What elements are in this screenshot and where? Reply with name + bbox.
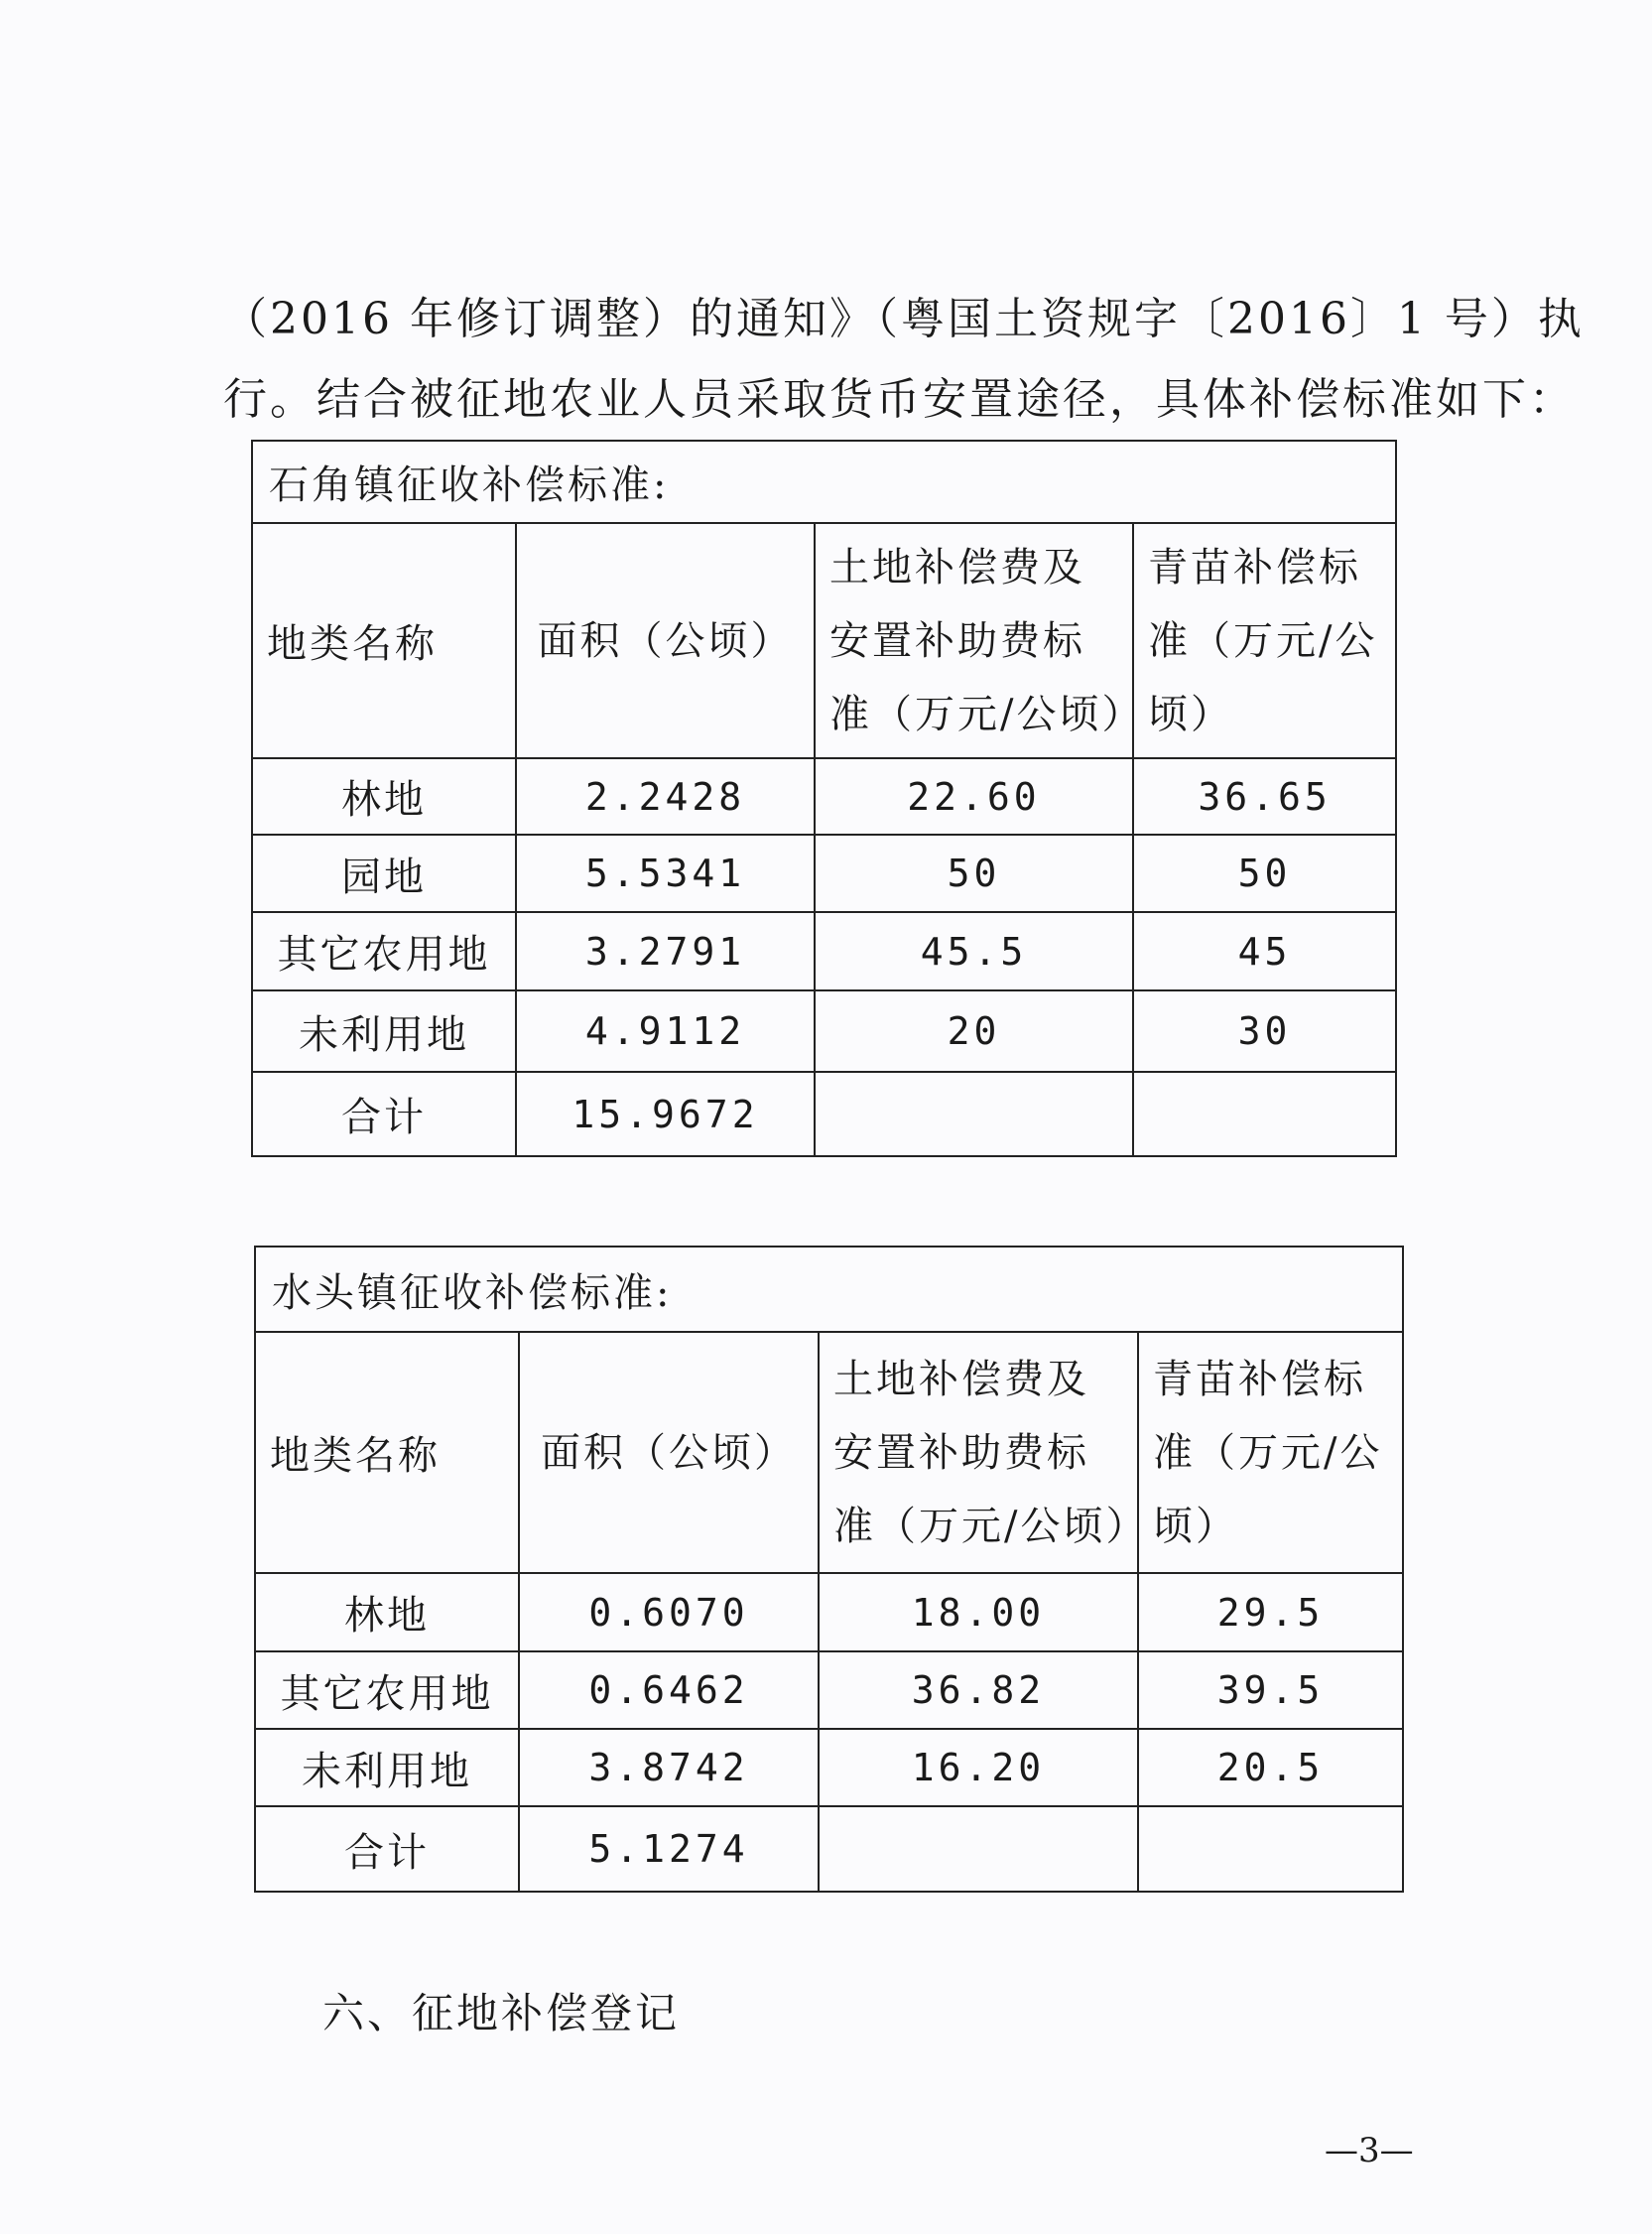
cell-land-type: 其它农用地	[255, 1651, 519, 1729]
paragraph-line-2: 行。结合被征地农业人员采取货币安置途径，具体补偿标准如下：	[223, 374, 1576, 425]
header-crop-fee: 青苗补偿标准（万元/公顷）	[1133, 523, 1396, 758]
cell-land-fee: 18.00	[819, 1573, 1138, 1651]
header-crop-fee: 青苗补偿标准（万元/公顷）	[1138, 1332, 1403, 1573]
cell-land-fee: 50	[815, 835, 1133, 912]
header-land-fee: 土地补偿费及安置补助费标准（万元/公顷）	[819, 1332, 1138, 1573]
table-caption: 水头镇征收补偿标准:	[255, 1247, 1403, 1332]
cell-total-crop-fee	[1133, 1072, 1396, 1156]
header-land-type: 地类名称	[255, 1332, 519, 1573]
cell-land-type: 林地	[255, 1573, 519, 1651]
cell-crop-fee: 20.5	[1138, 1729, 1403, 1806]
cell-land-type: 园地	[252, 835, 516, 912]
cell-land-type: 其它农用地	[252, 912, 516, 990]
cell-land-type: 未利用地	[255, 1729, 519, 1806]
table-row	[252, 835, 1396, 912]
compensation-table-shuitou	[254, 1246, 1404, 1893]
table-row	[252, 912, 1396, 990]
table-row	[255, 1729, 1403, 1806]
cell-total-area: 15.9672	[516, 1072, 815, 1156]
cell-crop-fee: 36.65	[1133, 758, 1396, 835]
cell-area: 2.2428	[516, 758, 815, 835]
cell-crop-fee: 39.5	[1138, 1651, 1403, 1729]
cell-total-land-fee	[815, 1072, 1133, 1156]
cell-area: 4.9112	[516, 990, 815, 1072]
table-header-row	[255, 1332, 1403, 1573]
cell-land-fee: 45.5	[815, 912, 1133, 990]
compensation-table-shijiao	[251, 440, 1397, 1157]
cell-total-area: 5.1274	[519, 1806, 819, 1892]
table-header-row	[252, 523, 1396, 758]
section-heading: 六、征地补偿登记	[322, 1989, 681, 2037]
cell-area: 3.2791	[516, 912, 815, 990]
table-caption-row	[252, 441, 1396, 523]
cell-land-fee: 16.20	[819, 1729, 1138, 1806]
header-area: 面积（公顷）	[519, 1332, 819, 1573]
table-row	[252, 758, 1396, 835]
page-number: —3—	[1325, 2131, 1414, 2170]
table-row	[255, 1573, 1403, 1651]
cell-area: 0.6070	[519, 1573, 819, 1651]
cell-crop-fee: 45	[1133, 912, 1396, 990]
cell-total-crop-fee	[1138, 1806, 1403, 1892]
cell-area: 0.6462	[519, 1651, 819, 1729]
cell-total-label: 合计	[255, 1806, 519, 1892]
cell-total-label: 合计	[252, 1072, 516, 1156]
header-land-type: 地类名称	[252, 523, 516, 758]
cell-total-land-fee	[819, 1806, 1138, 1892]
table-row	[255, 1651, 1403, 1729]
cell-crop-fee: 29.5	[1138, 1573, 1403, 1651]
table-total-row	[255, 1806, 1403, 1892]
header-land-fee: 土地补偿费及安置补助费标准（万元/公顷）	[815, 523, 1133, 758]
cell-crop-fee: 30	[1133, 990, 1396, 1072]
cell-crop-fee: 50	[1133, 835, 1396, 912]
table-caption-row	[255, 1247, 1403, 1332]
cell-land-fee: 36.82	[819, 1651, 1138, 1729]
paragraph-line-1: （2016 年修订调整）的通知》（粤国土资规字〔2016〕1 号）执	[223, 294, 1585, 344]
cell-land-type: 林地	[252, 758, 516, 835]
header-area: 面积（公顷）	[516, 523, 815, 758]
table-total-row	[252, 1072, 1396, 1156]
cell-area: 5.5341	[516, 835, 815, 912]
table-row	[252, 990, 1396, 1072]
cell-area: 3.8742	[519, 1729, 819, 1806]
cell-land-type: 未利用地	[252, 990, 516, 1072]
cell-land-fee: 20	[815, 990, 1133, 1072]
cell-land-fee: 22.60	[815, 758, 1133, 835]
table-caption: 石角镇征收补偿标准:	[252, 441, 1396, 523]
